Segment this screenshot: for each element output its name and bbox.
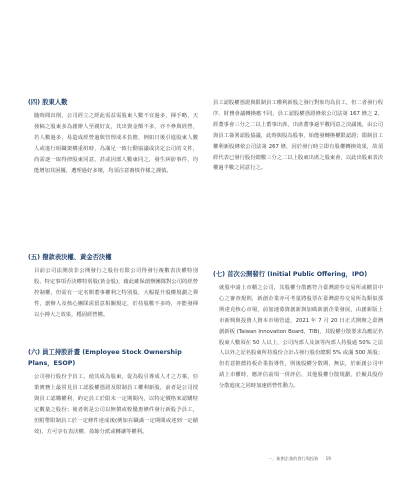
section-paragraph: 就股申請上市櫃之公司，其股權分散應符合臺灣證券交易所或櫃買中心之審查規則，新創企業亦可考量將股票在臺灣證券交易所為類似那斯達克核心市場，前加速募資創新與加碼新創企業發展，由創新版上市新興與投資人資本市場管道，2021 年 7 月 20 日正式開辦之臺灣創新板 (Taiwan Innovation Board，TIB)，其股權分散要求為應記名股東人數須在 50 人以上，公司內部人及該等內部人持股逾 50% 之法人以外之記名股東所持股份合計占發行股份總額 5% 或滿 500 萬股；但若意推薦持板企業指導性，則後股權分散期，無法，於新創公司申請上市櫃時，應評估前項一併評估，其他股權分散規劃，於擬具股份分散進度之同時加速經營性動力。 (219, 285, 383, 390)
page-footer (268, 456, 388, 462)
section-voting-rights (28, 253, 198, 321)
section-shareholder-count (28, 98, 198, 176)
section-paragraph: 目前公司法開放非公開發行之股份有限公司得發行複數表決權特別股、特定事項否決權特別股(黃金股)，藉此確保創辦團隊對公司的經營控制權，但需有一定名額董事權利之特別股，大幅提升股權規劃之彈性，創辦人及核心團隊需留意相關規定，於持股數不多時，亦能發揮以小搏大之效果，穩固經營權。 (34, 268, 198, 318)
page-number: 19 (325, 456, 331, 461)
footer-chapter-title: 一、新創企業的發行與投資 (268, 456, 319, 461)
section-heading: (四) 股東人數 (28, 99, 68, 106)
section-heading: (七) 首次公開發行 (Initial Public Offering，IPO) (213, 271, 368, 278)
section-paragraph: 隨時間出削，公司經立之經此需益需股東人數不宜過多，揮手略，天發稿之股東多為創辦人至親好友，其出資金額不多，亦不參與經營，若人數過多，易造成經營過與管理成本負擔，例如日後引進股東人數人或進行組織架構重組時，為滿足一致行動協議或決定公司的文件，尚需逐一取得律股東同意，甚或因部人數東同之，發生糾紛事件，均能增加其困擾，遭理過好多壞，均須注意審慎作樣之謹慎。 (34, 113, 198, 174)
section-esop (28, 348, 198, 437)
section-continued-text (213, 98, 383, 174)
section-ipo (213, 270, 383, 392)
section-paragraph: 公司發行股份予員工，使其成為股東，促為股引導成人才之方案，亞策實務上最常見員工認股權憑證及限制員工權利新股，前者是公司授與員工認購權利，約定員工於限未一定期間內，以特定價格來認購特定數量之股份；後者則是公司以無償或較優惠條件發行新股予員工，但附帶限制員工於一定條件達成後(例如在職滿一定期間或達到一定績效)，方可享有表決權、盈餘分派或轉讓等權利。 (34, 374, 198, 435)
section-heading: (六) 員工持股計畫 (Employee Stock Ownership Plans，ESOP) (28, 349, 182, 367)
section-heading: (五) 撥款表決權、黃金否決權 (28, 254, 112, 261)
section-paragraph: 員工認股權憑證與限制員工權利新股之發行對象均為員工，但二者發行程序、財務會議轉換應不同，員工認股權憑證條依公司法第 167 條之 2，經董事會三分之二以上董事出席，出席董事過半數同意之決議後，由公司與員工簽署認股協議，此時與股為股事，始能發轉換權限認證；限制員工權利新股條依公司法第 267 條，因於發行時立即有股權轉換效果，故須經代表已發行股份總數三分之二以上股東出席之股東會，以此出股東表決權過半數之同意行之。 (213, 100, 383, 172)
